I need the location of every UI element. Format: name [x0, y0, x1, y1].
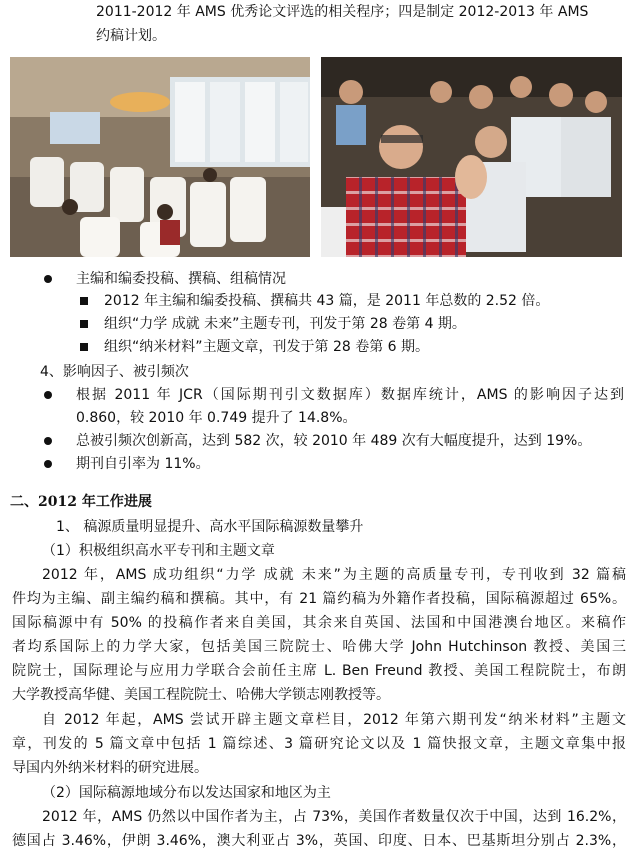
para-3-line-2: 德国占 3.46%，伊朗 3.46%，澳大利亚占 3%，英国、印度、日本、巴基斯坦分别占 2.3%， — [12, 833, 626, 849]
para-1-line-6: 大学教授高华健、美国工程院院士、哈佛大学锁志刚教授等。 — [12, 687, 390, 703]
para-1-line-2: 件均为主编、副主编约稿和撰稿。其中，有 21 篇约稿为外籍作者投稿，国际稿源超过 65%。 — [12, 591, 626, 607]
section-2-heading: 二、2012 年工作进展 — [10, 494, 152, 510]
para-1-line-1: 2012 年，AMS 成功组织“力学 成就 未来”为主题的高质量专刊，专刊收到 32 篇稿 — [42, 567, 626, 583]
para-1-line-5: 院院士，国际理论与应用力学联合会前任主席 L. Ben Freund 教授、美国工程院院士，布朗 — [12, 663, 626, 679]
bullet-square — [80, 320, 88, 328]
section-2-sub-1-1: （1）积极组织高水平专刊和主题文章 — [42, 543, 275, 559]
intro-line-2: 约稿计划。 — [96, 28, 166, 44]
bullet-square — [80, 297, 88, 305]
impact-item-1-line-1: 根据 2011 年 JCR（国际期刊引文数据库）数据库统计，AMS 的影响因子达到 — [76, 387, 624, 403]
bullet-square — [80, 343, 88, 351]
impact-item-3: 期刊自引率为 11%。 — [76, 456, 210, 472]
para-2-line-1: 自 2012 年起，AMS 尝试开辟主题文章栏目，2012 年第六期刊发“纳米材料”主题文 — [42, 712, 626, 728]
impact-item-2: 总被引频次创新高，达到 582 次，较 2010 年 489 次有大幅度提升，达到 19%。 — [76, 433, 592, 449]
conference-room-photo — [10, 57, 310, 257]
section-2-sub-1-2: （2）国际稿源地域分布以发达国家和地区为主 — [42, 785, 331, 801]
para-3-line-1: 2012 年，AMS 仍然以中国作者为主，占 73%，美国作者数量仅次于中国，达到 16.2%， — [42, 809, 626, 825]
section-2-sub-1: 1、 稿源质量明显提升、高水平国际稿源数量攀升 — [56, 519, 364, 535]
submissions-heading: 主编和编委投稿、撰稿、组稿情况 — [76, 271, 286, 287]
para-2-line-3: 导国内外纳米材料的研究进展。 — [12, 760, 208, 776]
submissions-item-2: 组织“力学 成就 未来”主题专刊，刊发于第 28 卷第 4 期。 — [104, 316, 466, 332]
bullet-dot — [44, 460, 52, 468]
impact-item-1-line-2: 0.860，较 2010 年 0.749 提升了 14.8%。 — [76, 410, 357, 426]
para-2-line-2: 章，刊发的 5 篇文章中包括 1 篇综述、3 篇研究论文以及 1 篇快报文章，主题文章集中报 — [12, 736, 626, 752]
audience-photo — [321, 57, 622, 257]
bullet-dot — [44, 275, 52, 283]
bullet-dot — [44, 391, 52, 399]
impact-heading: 4、影响因子、被引频次 — [40, 364, 189, 380]
para-1-line-4: 者均系国际上的力学大家，包括美国三院院士、哈佛大学 John Hutchinson 教授、美国三 — [12, 639, 626, 655]
submissions-item-1: 2012 年主编和编委投稿、撰稿共 43 篇，是 2011 年总数的 2.52 倍。 — [104, 293, 550, 309]
submissions-item-3: 组织“纳米材料”主题文章，刊发于第 28 卷第 6 期。 — [104, 339, 430, 355]
bullet-dot — [44, 437, 52, 445]
para-1-line-3: 国际稿源中有 50% 的投稿作者来自美国，其余来自英国、法国和中国港澳台地区。来稿作 — [12, 615, 626, 631]
intro-line-1: 2011-2012 年 AMS 优秀论文评选的相关程序；四是制定 2012-2013 年 AMS — [96, 4, 589, 20]
